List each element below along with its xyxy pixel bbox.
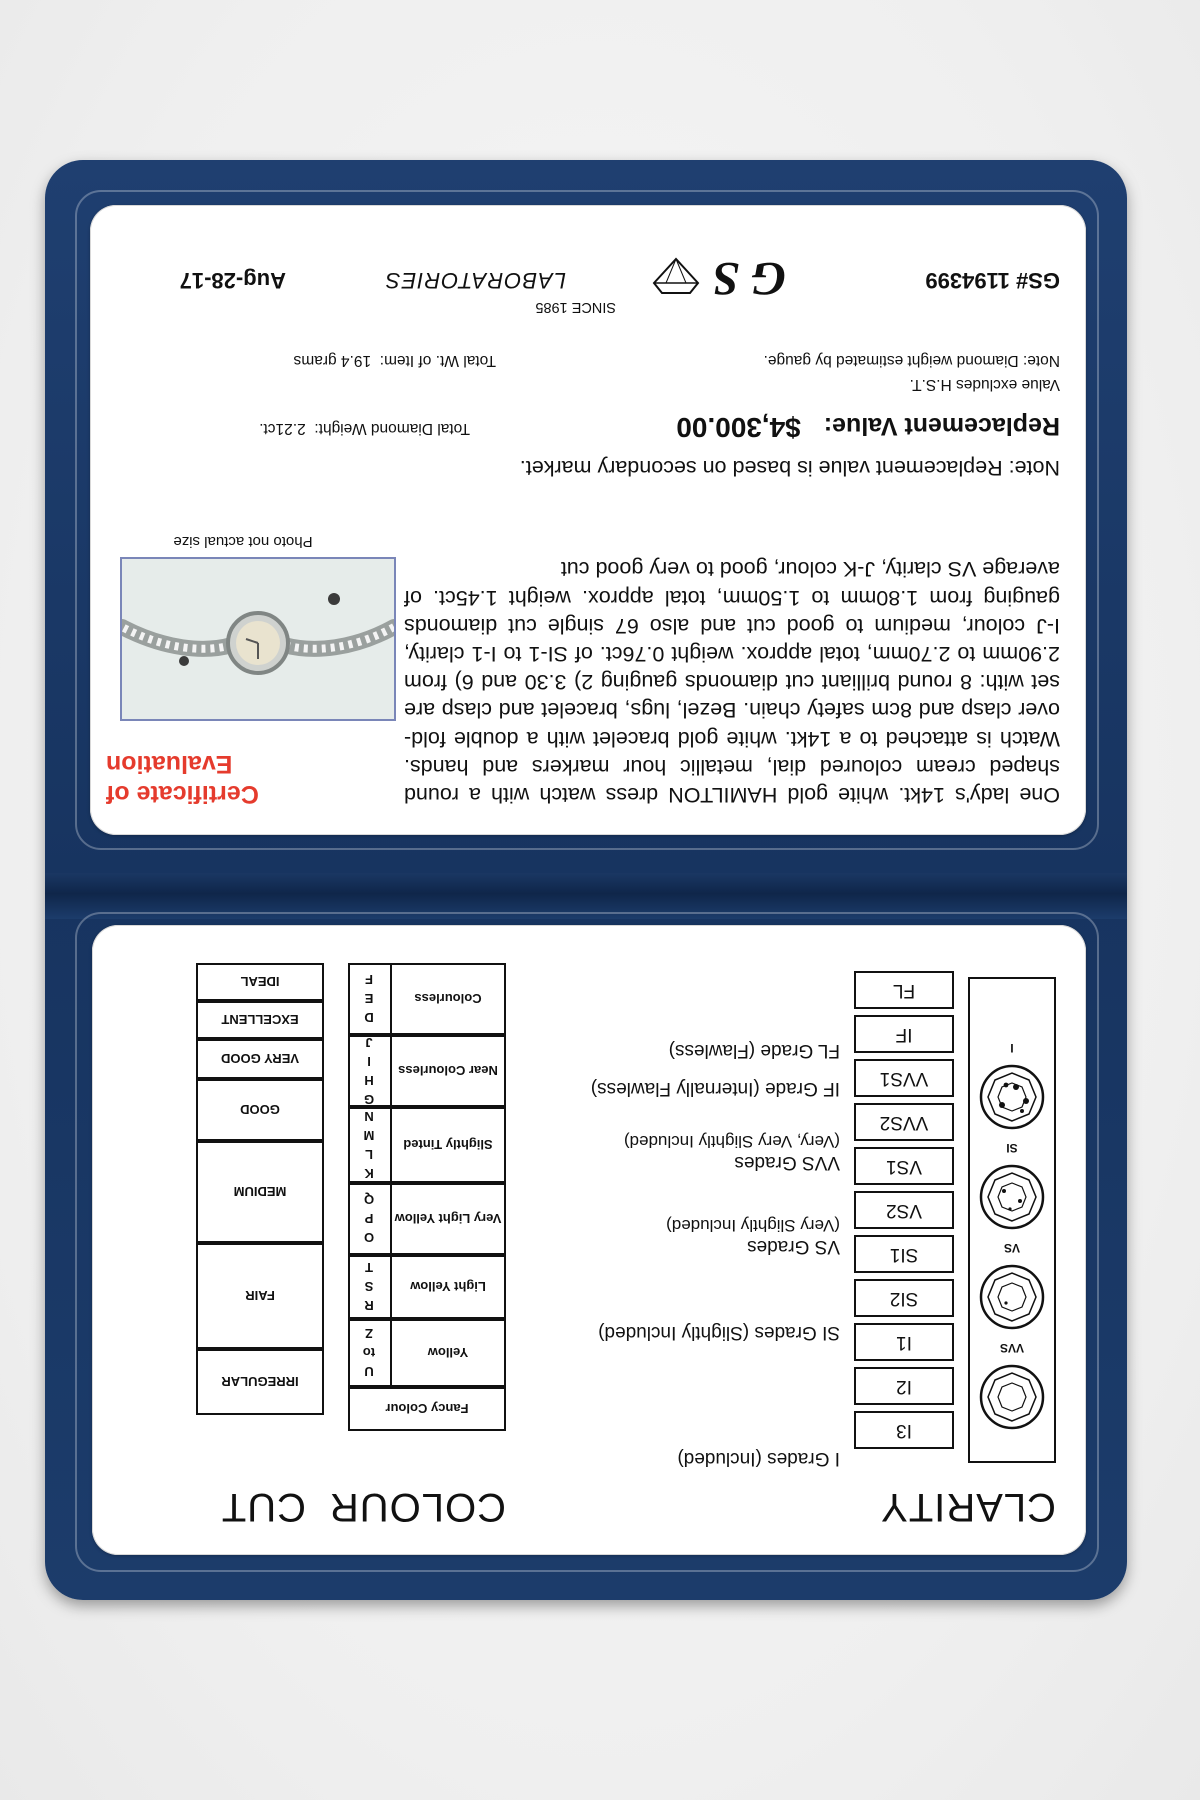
colour-name: Near Colourless bbox=[398, 1063, 498, 1079]
clarity-grade-si1: SI1 bbox=[854, 1235, 954, 1273]
clarity-grade-si2: SI2 bbox=[854, 1279, 954, 1317]
laboratories-label: LABORATORIES bbox=[384, 268, 566, 293]
gauge-note: Note: Diamond weight estimated by gauge. bbox=[763, 352, 1060, 369]
replacement-label: Replacement Value: bbox=[823, 412, 1060, 440]
colour-name: Slightly Tinted bbox=[403, 1137, 493, 1153]
colour-name: Colourless bbox=[414, 991, 482, 1007]
secondary-market-note: Note: Replacement value is based on secondary market. bbox=[519, 456, 1060, 480]
clarity-grade-i1: I1 bbox=[854, 1323, 954, 1361]
si-diamond-icon bbox=[978, 1163, 1046, 1231]
colour-letter: H bbox=[364, 1073, 374, 1088]
colour-letter: T bbox=[365, 1260, 373, 1276]
colour-letter: R bbox=[364, 1298, 374, 1314]
cut-row-ideal: IDEAL bbox=[196, 963, 324, 1001]
diamond-label-vs: VS bbox=[1004, 1241, 1021, 1255]
colour-row-yellow bbox=[348, 1319, 506, 1387]
clarity-grade-fl: FL bbox=[854, 971, 954, 1009]
total-diamond-weight: Total Diamond Weight: 2.21ct. bbox=[259, 420, 470, 437]
i-diamond-icon bbox=[978, 1063, 1046, 1131]
colour-letter: F bbox=[365, 972, 373, 988]
cut-row-fair: FAIR bbox=[196, 1243, 324, 1349]
vs-diamond-icon bbox=[978, 1263, 1046, 1331]
colour-letter: P bbox=[364, 1211, 374, 1227]
colour-name: Fancy Colour bbox=[385, 1401, 469, 1417]
colour-row-light-yellow bbox=[348, 1255, 506, 1319]
colour-letter: Q bbox=[363, 1192, 375, 1208]
colour-letter: M bbox=[363, 1128, 375, 1143]
colour-letter: G bbox=[363, 1092, 375, 1107]
colour-letter: D bbox=[364, 1010, 374, 1026]
colour-row-fancy-colour bbox=[348, 1387, 506, 1431]
clarity-grade-i3: I3 bbox=[854, 1411, 954, 1449]
replacement-amount: $4,300.00 bbox=[676, 412, 801, 443]
clarity-diamond-column bbox=[968, 977, 1056, 1463]
colour-letter: U bbox=[364, 1364, 374, 1380]
cut-row-good: GOOD bbox=[196, 1079, 324, 1141]
colour-row-near-colourless bbox=[348, 1035, 506, 1107]
since-year: SINCE 1985 bbox=[535, 299, 616, 315]
colour-name: Yellow bbox=[427, 1345, 469, 1361]
colour-header: COLOUR bbox=[328, 1485, 506, 1529]
si-description: SI Grades (Slightly Included) bbox=[598, 1322, 840, 1343]
vs-description: VS Grades (Very Slightly Included) bbox=[666, 1216, 840, 1257]
colour-letter: L bbox=[365, 1147, 373, 1162]
colour-letter: I bbox=[367, 1054, 371, 1069]
clarity-grade-vvs1: VVS1 bbox=[854, 1059, 954, 1097]
colour-name: Light Yellow bbox=[410, 1279, 486, 1295]
total-item-weight: Total Wt. of Item: 19.4 grams bbox=[293, 352, 496, 369]
grading-chart-card bbox=[92, 925, 1086, 1555]
diamond-label-vvs: VVS bbox=[1000, 1341, 1025, 1355]
diamond-label-si: SI bbox=[1006, 1141, 1018, 1155]
vvs-description: VVS Grades (Very, Very Slightly Included) bbox=[623, 1132, 840, 1173]
fl-description: FL Grade (Flawless) bbox=[668, 1040, 840, 1061]
clarity-grade-vs1: VS1 bbox=[854, 1147, 954, 1185]
gs-logo bbox=[566, 250, 786, 303]
certificate-card bbox=[90, 205, 1086, 835]
colour-row-slightly-tinted bbox=[348, 1107, 506, 1183]
colour-name: Very Light Yellow bbox=[394, 1211, 502, 1227]
colour-letters bbox=[348, 1109, 392, 1181]
colour-letter: J bbox=[365, 1035, 373, 1050]
colour-row-colourless bbox=[348, 963, 506, 1035]
colour-table bbox=[348, 963, 506, 1463]
cut-row-medium: MEDIUM bbox=[196, 1141, 324, 1243]
colour-row-very-light-yellow bbox=[348, 1183, 506, 1255]
gs-number: GS# 1194399 bbox=[925, 268, 1060, 293]
colour-letters bbox=[348, 1185, 392, 1253]
certificate-title: Certificate of Evaluation bbox=[106, 750, 259, 808]
colour-letters bbox=[348, 1321, 392, 1385]
value-excludes: Value excludes H.S.T. bbox=[909, 376, 1060, 393]
colour-letters bbox=[348, 1257, 392, 1317]
clarity-grade-vvs2: VVS2 bbox=[854, 1103, 954, 1141]
clarity-grade-if: IF bbox=[854, 1015, 954, 1053]
colour-letter: N bbox=[364, 1109, 374, 1124]
cut-row-very-good: VERY GOOD bbox=[196, 1039, 324, 1079]
colour-letters bbox=[348, 1037, 392, 1105]
colour-letter: to bbox=[362, 1345, 376, 1361]
diamond-label-i: I bbox=[1010, 1041, 1014, 1055]
colour-letter: S bbox=[364, 1279, 374, 1295]
colour-letter: O bbox=[363, 1230, 375, 1246]
cut-row-irregular: IRREGULAR bbox=[196, 1349, 324, 1415]
vvs-diamond-icon bbox=[978, 1363, 1046, 1431]
cut-header: CUT bbox=[220, 1485, 306, 1529]
i-description: I Grades (Included) bbox=[677, 1448, 840, 1469]
clarity-grade-i2: I2 bbox=[854, 1367, 954, 1405]
replacement-value bbox=[676, 411, 1060, 443]
colour-letter: E bbox=[364, 991, 374, 1007]
watch-photo bbox=[120, 557, 396, 721]
clarity-header: CLARITY bbox=[880, 1485, 1056, 1529]
item-description: One lady's 14kt. white gold HAMILTON dress watch with a round shaped cream coloured dial, metallic hour markers and hands. Watch is attached to a 14kt. white gold bracelet with a double fold-over clasp and 8cm safety chain. Bezel, lugs, bracelet and clasp are set with: 8 round brilliant cut diamonds gauging 2) 3.30 and 6) from 2.90mm to 2.70mm, total approx. weight 0.76ct. of SI-1 to I-1 clarity, I-J colour, medium to good cut and also 67 single cut diamonds gauging from 1.80mm to 1.50mm, total approx. weight 1.45ct. of average VS clarity, J-K colour, good to very good cut bbox=[404, 557, 1060, 807]
certificate-date: Aug-28-17 bbox=[179, 268, 286, 293]
cut-row-excellent: EXCELLENT bbox=[196, 1001, 324, 1039]
svg-text:G S: G S bbox=[712, 255, 786, 303]
colour-letters bbox=[348, 965, 392, 1033]
if-description: IF Grade (Internally Flawless) bbox=[590, 1078, 840, 1099]
colour-letter: K bbox=[364, 1166, 374, 1181]
photo-caption: Photo not actual size bbox=[173, 533, 313, 550]
clarity-grade-vs2: VS2 bbox=[854, 1191, 954, 1229]
wallet-fold bbox=[45, 873, 1127, 919]
colour-letter: Z bbox=[365, 1326, 373, 1342]
